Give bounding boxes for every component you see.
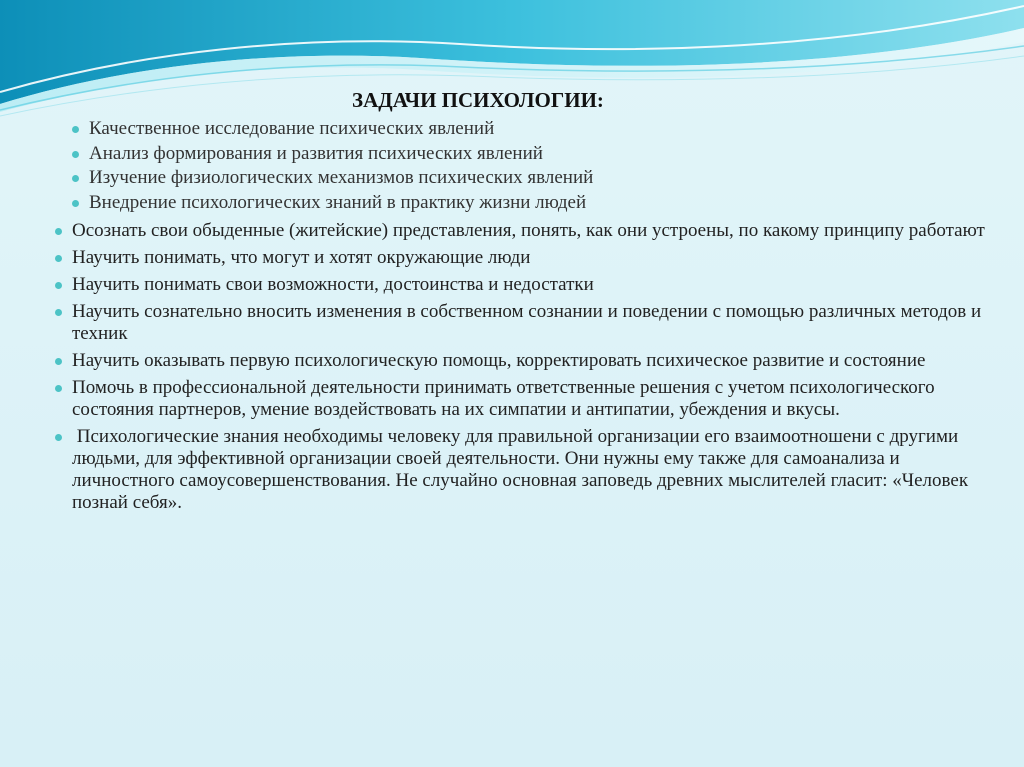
main-list-item: Научить понимать свои возможности, достоинства и недостатки <box>72 274 992 296</box>
bullet-icon <box>72 200 79 207</box>
main-list-item: Психологические знания необходимы человеку для правильной организации его взаимоотношени с другими людьми, для эффективной организации своей деятельности. Они нужны ему также для самоанализа и личностного самоусовершенствования. Не случайно основная заповедь древних мыслителей гласит: «Человек познай себя». <box>72 426 992 514</box>
bullet-icon <box>72 151 79 158</box>
sub-list-item: Изучение физиологических механизмов психических явлений <box>89 167 949 192</box>
slide-title: ЗАДАЧИ ПСИХОЛОГИИ: <box>352 88 604 112</box>
bullet-icon <box>72 175 79 182</box>
main-list-item: Осознать свои обыденные (житейские) представления, понять, как они устроены, по какому принципу работают <box>72 220 992 242</box>
sub-task-list <box>89 118 949 216</box>
main-list-item: Научить понимать, что могут и хотят окружающие люди <box>72 247 992 269</box>
bullet-icon <box>55 385 62 392</box>
sub-list-item: Качественное исследование психических явлений <box>89 118 949 143</box>
bullet-icon <box>55 228 62 235</box>
bullet-icon <box>72 126 79 133</box>
bullet-icon <box>55 434 62 441</box>
bullet-icon <box>55 358 62 365</box>
bullet-icon <box>55 255 62 262</box>
sub-list-item: Внедрение психологических знаний в практику жизни людей <box>89 192 949 217</box>
sub-list-item: Анализ формирования и развития психических явлений <box>89 143 949 168</box>
main-list-item: Помочь в профессиональной деятельности принимать ответственные решения с учетом психологического состояния партнеров, умение воздействовать на их симпатии и антипатии, убеждения и вкусы. <box>72 377 992 421</box>
bullet-icon <box>55 282 62 289</box>
main-list-item: Научить сознательно вносить изменения в собственном сознании и поведении с помощью различных методов и техник <box>72 301 992 345</box>
bullet-icon <box>55 309 62 316</box>
main-task-list <box>72 220 992 519</box>
main-list-item: Научить оказывать первую психологическую помощь, корректировать психическое развитие и состояние <box>72 350 992 372</box>
